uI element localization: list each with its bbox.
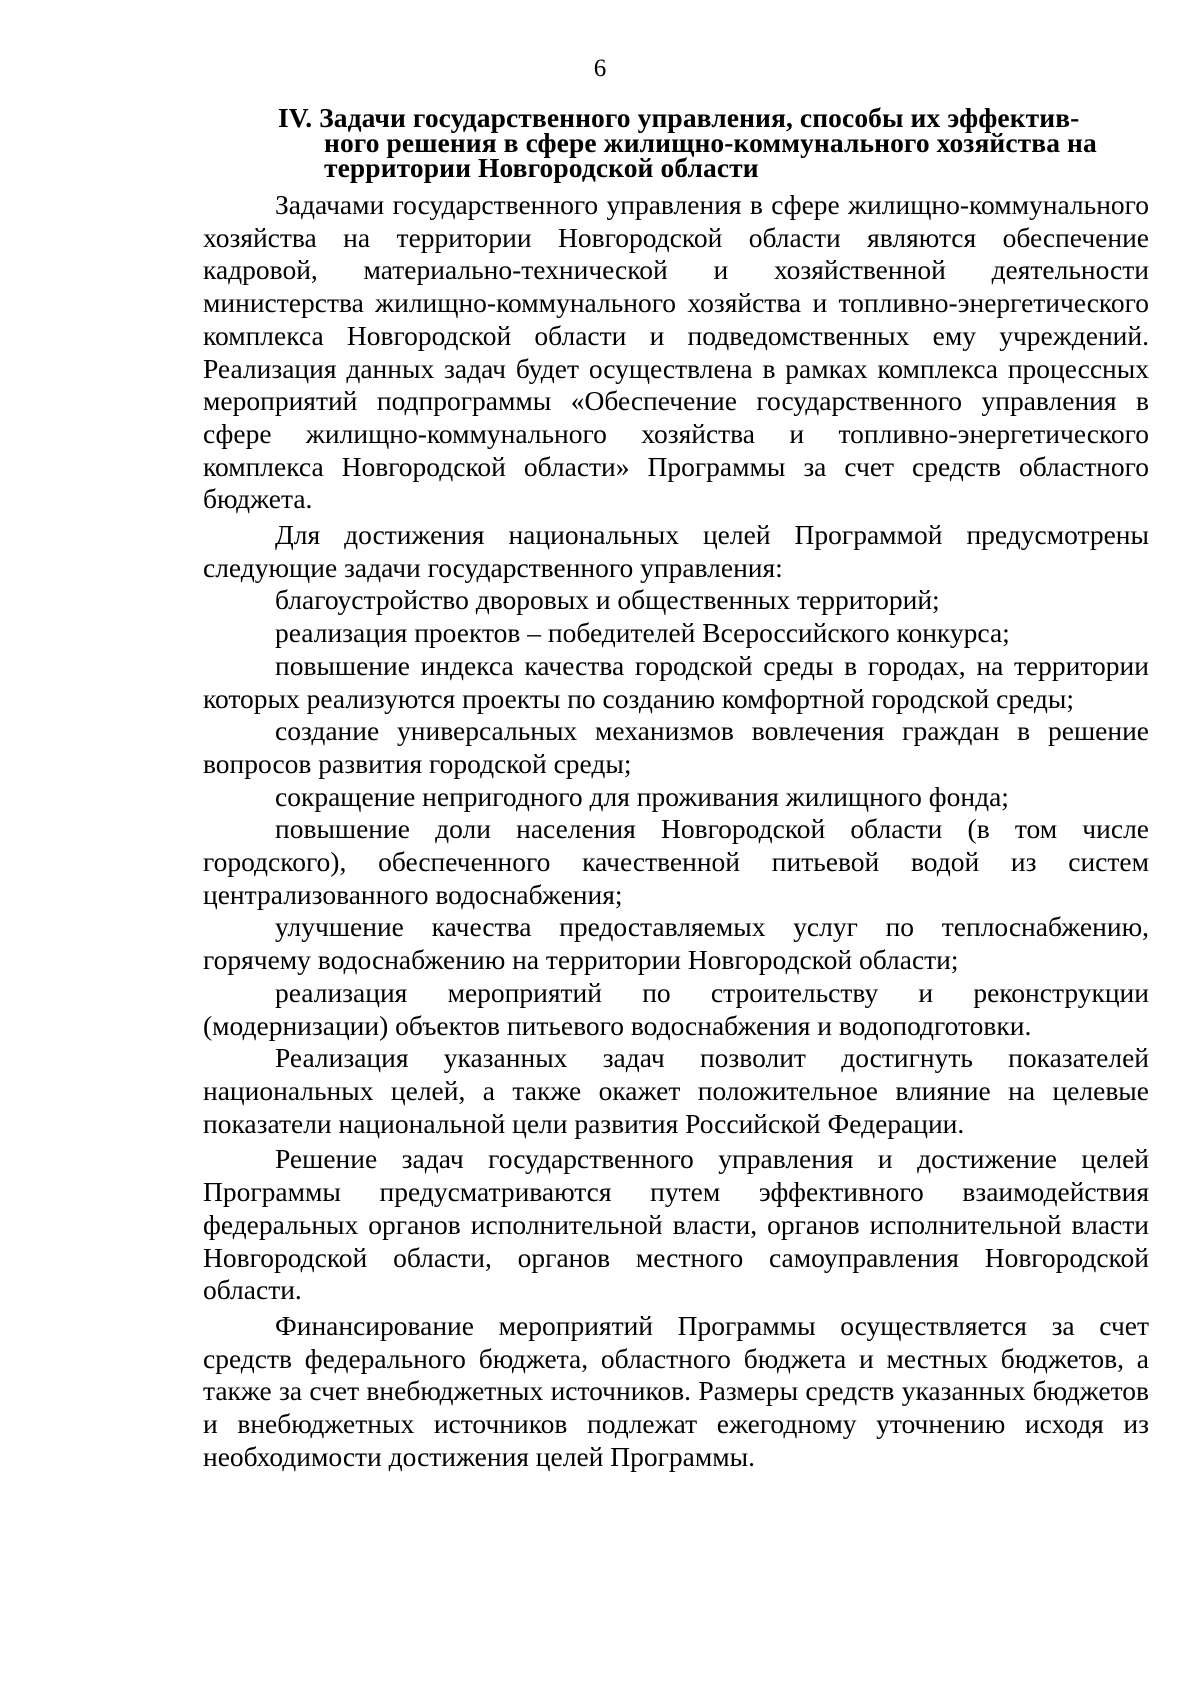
document-body xyxy=(203,189,1149,1473)
task-list-item: повышение индекса качества городской среды в городах, на территории которых реализуются проекты по созданию комфортной городской среды; xyxy=(203,649,1149,714)
paragraph-interaction: Решение задач государственного управления и достижение целей Программы предусматриваются путем эффективного взаимодействия федеральных органов исполнительной власти, органов исполнительной власти Новгородской области, органов местного самоуправления Новгородской области. xyxy=(203,1143,1149,1306)
section-heading-line: ного решения в сфере жилищно-коммунального хозяйства на xyxy=(324,127,1097,158)
paragraph-tasks-intro: Задачами государственного управления в сфере жилищно-коммунального хозяйства на территории Новгородской области являются обеспечение кадровой, материально-технической и хозяйственной деятельности министерства жилищно-коммунального хозяйства и топливно-энергетического комплекса Новгородской области и подведомственных ему учреждений. Реализация данных задач будет осуществлена в рамках комплекса процессных мероприятий подпрограммы «Обеспечение государственного управления в сфере жилищно-коммунального хозяйства и топливно-энергетического комплекса Новгородской области» Программы за счет средств областного бюджета. xyxy=(203,189,1149,515)
section-heading xyxy=(278,102,1138,183)
task-list-item: реализация мероприятий по строительству и реконструкции (модернизации) объектов питьевого водоснабжения и водоподготовки. xyxy=(203,976,1149,1041)
task-list-item: благоустройство дворовых и общественных территорий; xyxy=(275,584,940,616)
task-list-item: улучшение качества предоставляемых услуг по теплоснабжению, горячему водоснабжению на территории Новгородской области; xyxy=(203,911,1149,976)
page-number: 6 xyxy=(593,55,607,82)
paragraph-implementation: Реализация указанных задач позволит достигнуть показателей национальных целей, а также окажет положительное влияние на целевые показатели национальной цели развития Российской Федерации. xyxy=(203,1042,1149,1139)
task-list-item: реализация проектов – победителей Всероссийского конкурса; xyxy=(275,617,1010,649)
task-list-item: сокращение непригодного для проживания жилищного фонда; xyxy=(275,780,1009,812)
paragraph-national-goals: Для достижения национальных целей Программой предусмотрены следующие задачи государственного управления: xyxy=(203,519,1149,583)
task-list-item: повышение доли населения Новгородской области (в том числе городского), обеспеченного качественной питьевой водой из систем централизованного водоснабжения; xyxy=(203,813,1149,910)
task-list-item: создание универсальных механизмов вовлечения граждан в решение вопросов развития городской среды; xyxy=(203,715,1149,779)
section-heading-line: территории Новгородской области xyxy=(324,152,759,183)
paragraph-financing: Финансирование мероприятий Программы осуществляется за счет средств федерального бюджета, областного бюджета и местных бюджетов, а также за счет внебюджетных источников. Размеры средств указанных бюджетов и внебюджетных источников подлежат ежегодному уточнению исходя из необходимости достижения целей Программы. xyxy=(203,1309,1149,1472)
section-heading-line: IV. Задачи государственного управления, способы их эффектив- xyxy=(278,102,1080,133)
